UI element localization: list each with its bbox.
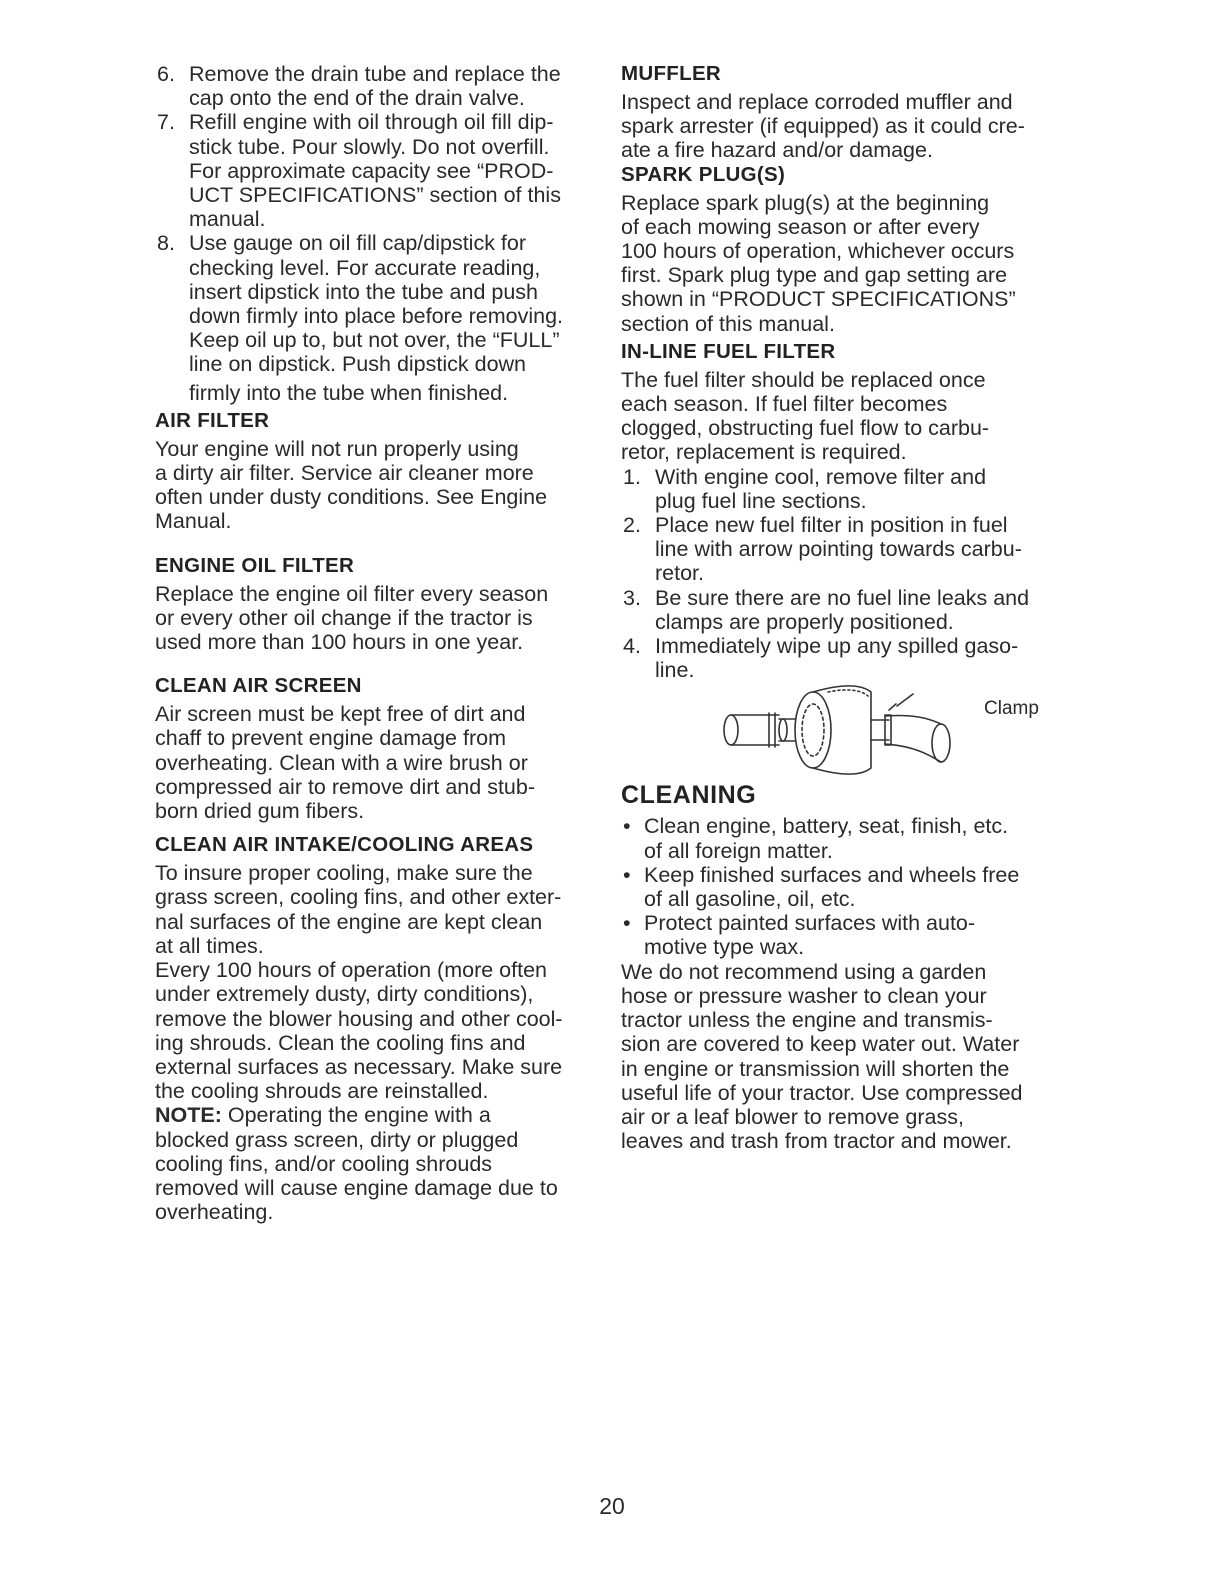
text-line: overheating. [155, 1200, 274, 1225]
step-number: 6. [157, 62, 175, 86]
text-line: 100 hours of operation, whichever occurs [621, 239, 1015, 264]
note-line [155, 1103, 595, 1127]
text-line: Every 100 hours of operation (more often [155, 958, 547, 983]
bullet-mark: • [623, 862, 631, 887]
step-line: stick tube. Pour slowly. Do not overfill. [189, 134, 550, 159]
text-line: often under dusty conditions. See Engine [155, 485, 548, 510]
cleaning-bullet-2 [621, 863, 1066, 911]
text-line: hose or pressure washer to clean your [621, 983, 987, 1008]
step-line: Keep oil up to, but not over, the “FULL” [189, 328, 560, 353]
text-line: The fuel filter should be replaced once [621, 367, 986, 392]
step-line: Be sure there are no fuel line leaks and [655, 585, 1030, 610]
clamp-leader [897, 694, 913, 706]
text-line: born dried gum fibers. [155, 799, 365, 824]
left-clamp [769, 713, 775, 747]
bullet-mark: • [623, 814, 631, 839]
text-line: We do not recommend using a garden [621, 959, 987, 984]
text-line: under extremely dusty, dirty conditions), [155, 982, 534, 1007]
text-line: retor, replacement is required. [621, 440, 907, 465]
text-line: at all times. [155, 933, 264, 958]
engine-oil-filter-text [155, 582, 595, 655]
text-line: Inspect and replace corroded muffler and [621, 90, 1013, 114]
text-line: spark arrester (if equipped) as it could cre- [621, 114, 1025, 139]
bullet-line: Clean engine, battery, seat, finish, etc. [644, 814, 1009, 839]
text-line: chaff to prevent engine damage from [155, 726, 506, 751]
muffler-heading: MUFFLER [621, 62, 722, 85]
text-line: removed will cause engine damage due to [155, 1175, 558, 1200]
text-line: To insure proper cooling, make sure the [155, 861, 533, 886]
clean-air-intake-text [155, 861, 595, 1224]
text-line: of each mowing season or after every [621, 214, 980, 239]
step-line: line. [655, 658, 695, 683]
step-line: For approximate capacity see “PROD- [189, 158, 554, 183]
muffler-text [621, 90, 1066, 163]
text-line: cooling fins, and/or cooling shrouds [155, 1151, 493, 1176]
step-line: Use gauge on oil fill cap/dipstick for [189, 231, 527, 256]
step-number: 7. [157, 110, 175, 135]
note-text: Operating the engine with a [221, 1103, 491, 1128]
page-number: 20 [599, 1493, 625, 1519]
text-line: Replace the engine oil filter every season [155, 581, 549, 606]
text-line: leaves and trash from tractor and mower. [621, 1129, 1012, 1154]
text-line: tractor unless the engine and transmis- [621, 1008, 993, 1033]
right-hose-end [932, 724, 950, 762]
text-line: clogged, obstructing fuel flow to carbu- [621, 416, 990, 441]
fuel-step-4 [621, 634, 1066, 682]
step-line: Remove the drain tube and replace the [189, 62, 561, 86]
cleaning-bullet-3 [621, 911, 1066, 959]
bullet-mark: • [623, 911, 631, 936]
text-line: nal surfaces of the engine are kept clean [155, 909, 543, 934]
bullet-line: Keep finished surfaces and wheels free [644, 862, 1020, 887]
step-line: cap onto the end of the drain valve. [189, 86, 525, 111]
step-line: checking level. For accurate reading, [189, 255, 541, 280]
clean-air-intake-heading: CLEAN AIR INTAKE/COOLING AREAS [155, 833, 534, 857]
clamp-label: Clamp [984, 698, 1039, 720]
step-number: 1. [623, 464, 641, 489]
text-line: grass screen, cooling fins, and other exter- [155, 885, 562, 910]
step-line: plug fuel line sections. [655, 488, 867, 513]
step-line: Place new fuel filter in position in fuel [655, 513, 1008, 538]
step-line: With engine cool, remove filter and [655, 464, 987, 489]
bullet-line: motive type wax. [644, 935, 805, 960]
text-line: first. Spark plug type and gap setting are [621, 263, 1008, 288]
text-line: remove the blower housing and other cool- [155, 1006, 563, 1031]
text-line: or every other oil change if the tractor is [155, 605, 533, 630]
step-number: 8. [157, 231, 175, 256]
fuel-filter-heading: IN-LINE FUEL FILTER [621, 339, 836, 363]
right-column [621, 62, 1066, 1153]
bullet-line: of all gasoline, oil, etc. [644, 887, 856, 912]
step-line: down firmly into place before removing. [189, 304, 564, 329]
text-line: section of this manual. [621, 311, 835, 336]
text-line: in engine or transmission will shorten the [621, 1056, 1010, 1081]
note-label: NOTE: [155, 1103, 222, 1128]
fuel-step-3 [621, 586, 1066, 634]
text-line: external surfaces as necessary. Make sure [155, 1054, 563, 1079]
text-line: sion are covered to keep water out. Water [621, 1032, 1020, 1057]
text-line: Your engine will not run properly using [155, 436, 519, 461]
cleaning-text [621, 960, 1066, 1154]
left-column [155, 62, 595, 1224]
text-line: useful life of your tractor. Use compressed [621, 1080, 1023, 1105]
text-line: ate a fire hazard and/or damage. [621, 138, 933, 163]
oil-step-6 [155, 62, 595, 110]
spark-plugs-heading: SPARK PLUG(S) [621, 162, 786, 186]
bullet-line: of all foreign matter. [644, 838, 833, 863]
clean-air-screen-heading: CLEAN AIR SCREEN [155, 674, 362, 698]
step-number: 3. [623, 585, 641, 610]
air-filter-text [155, 437, 595, 534]
filter-body [813, 686, 871, 774]
text-line: shown in “PRODUCT SPECIFICATIONS” [621, 287, 1016, 312]
step-line: UCT SPECIFICATIONS” section of this [189, 183, 561, 208]
fuel-filter-figure [713, 684, 1066, 780]
step-line: firmly into the tube when finished. [189, 380, 509, 405]
text-line: Manual. [155, 509, 232, 534]
oil-step-8 [155, 231, 595, 404]
text-line: Air screen must be kept free of dirt and [155, 702, 526, 727]
step-line: line with arrow pointing towards carbu- [655, 537, 1022, 562]
cleaning-heading: CLEANING [621, 781, 757, 810]
text-line: a dirty air filter. Service air cleaner more [155, 461, 534, 486]
text-line: the cooling shrouds are reinstalled. [155, 1079, 489, 1104]
step-line: retor. [655, 561, 704, 586]
fuel-step-2 [621, 513, 1066, 586]
text-line: overheating. Clean with a wire brush or [155, 750, 528, 775]
fuel-filter-text [621, 368, 1066, 465]
text-line: each season. If fuel filter becomes [621, 392, 948, 417]
step-number: 4. [623, 634, 641, 659]
step-line: clamps are properly positioned. [655, 609, 954, 634]
step-line: Immediately wipe up any spilled gaso- [655, 634, 1019, 659]
clean-air-screen-text [155, 702, 595, 823]
air-filter-heading: AIR FILTER [155, 408, 270, 432]
oil-step-7 [155, 110, 595, 231]
text-line: compressed air to remove dirt and stub- [155, 774, 535, 799]
text-line: blocked grass screen, dirty or plugged [155, 1127, 519, 1152]
step-line: insert dipstick into the tube and push [189, 279, 538, 304]
fuel-filter-illustration [713, 684, 983, 780]
left-hose-end [724, 715, 738, 745]
text-line: air or a leaf blower to remove grass, [621, 1104, 964, 1129]
step-line: Refill engine with oil through oil fill dip- [189, 110, 554, 135]
fuel-step-1 [621, 465, 1066, 513]
cleaning-bullet-1 [621, 814, 1066, 862]
text-line: Replace spark plug(s) at the beginning [621, 190, 990, 215]
bullet-line: Protect painted surfaces with auto- [644, 911, 976, 936]
step-line: manual. [189, 207, 266, 232]
step-number: 2. [623, 513, 641, 538]
text-line: ing shrouds. Clean the cooling fins and [155, 1030, 526, 1055]
spark-plugs-text [621, 191, 1066, 336]
engine-oil-filter-heading: ENGINE OIL FILTER [155, 553, 355, 577]
step-line: line on dipstick. Push dipstick down [189, 352, 527, 377]
text-line: used more than 100 hours in one year. [155, 630, 524, 655]
